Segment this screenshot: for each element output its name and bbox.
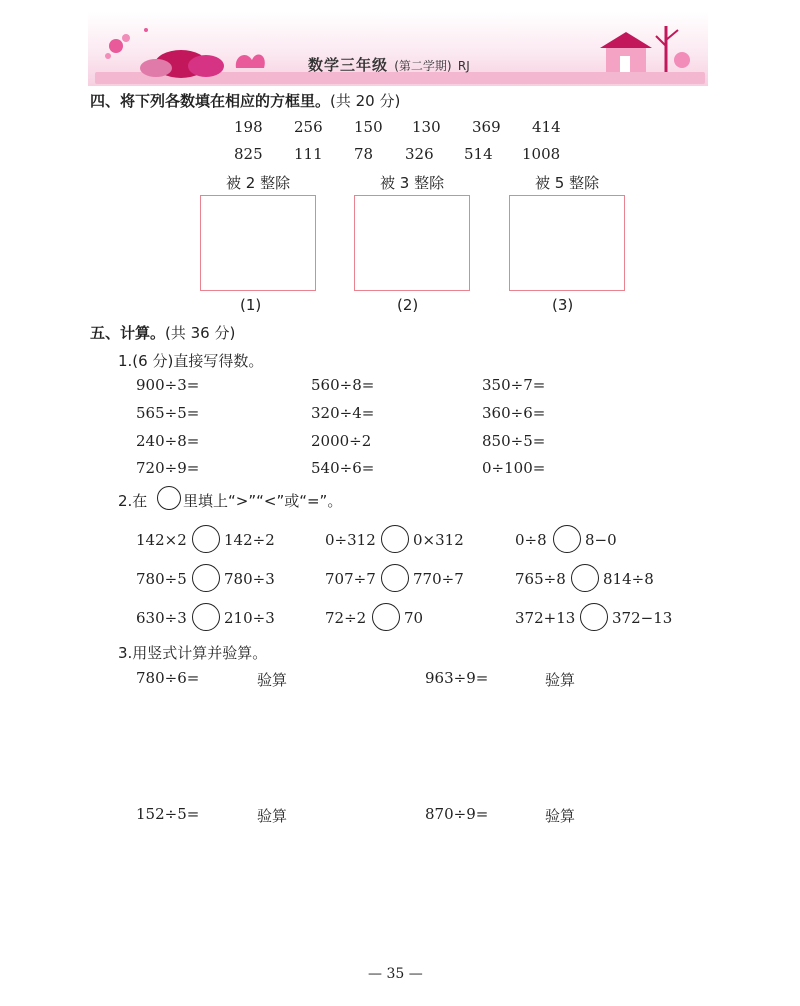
number-256: 256 — [294, 118, 323, 136]
check-label: 验算 — [545, 807, 576, 825]
compare-right: 142÷2 — [224, 531, 275, 549]
section4-title — [90, 90, 400, 111]
check-label: 验算 — [257, 807, 288, 825]
q1-expr: 350÷7= — [482, 376, 546, 394]
page-number: — 35 — — [368, 966, 423, 982]
section4-points: (共 20 分) — [330, 92, 401, 110]
compare-right: 0×312 — [413, 531, 464, 549]
number-198: 198 — [234, 118, 263, 136]
compare-circle[interactable] — [580, 603, 608, 631]
box3-caption: 被 5 整除 — [535, 174, 600, 192]
answer-box-divisible-by-5[interactable] — [509, 195, 625, 291]
compare-left: 142×2 — [136, 531, 187, 549]
box3-label: (3) — [552, 296, 574, 314]
compare-circle[interactable] — [192, 564, 220, 592]
section5-points: (共 36 分) — [165, 324, 236, 342]
q3-expr: 963÷9= — [425, 669, 489, 687]
box1-caption: 被 2 整除 — [226, 174, 291, 192]
compare-left: 72÷2 — [325, 609, 367, 627]
number-326: 326 — [405, 145, 434, 163]
number-150: 150 — [354, 118, 383, 136]
number-1008: 1008 — [522, 145, 561, 163]
q1-expr: 360÷6= — [482, 404, 546, 422]
compare-circle[interactable] — [571, 564, 599, 592]
compare-right: 780÷3 — [224, 570, 275, 588]
check-label: 验算 — [545, 671, 576, 689]
compare-right: 210÷3 — [224, 609, 275, 627]
section5-title — [90, 322, 235, 343]
q1-expr: 320÷4= — [311, 404, 375, 422]
answer-box-divisible-by-2[interactable] — [200, 195, 316, 291]
q1-expr: 900÷3= — [136, 376, 200, 394]
number-369: 369 — [472, 118, 501, 136]
compare-right: 814÷8 — [603, 570, 654, 588]
q3-expr: 870÷9= — [425, 805, 489, 823]
q3-expr: 152÷5= — [136, 805, 200, 823]
box2-caption: 被 3 整除 — [380, 174, 445, 192]
compare-right: 372−13 — [612, 609, 673, 627]
header-title-edition: RJ — [457, 59, 470, 73]
header-title — [308, 54, 470, 75]
section4-title-text: 四、将下列各数填在相应的方框里。 — [90, 92, 331, 110]
number-414: 414 — [532, 118, 561, 136]
number-825: 825 — [234, 145, 263, 163]
compare-circle[interactable] — [192, 525, 220, 553]
compare-left: 0÷8 — [515, 531, 547, 549]
compare-circle[interactable] — [381, 525, 409, 553]
compare-left: 707÷7 — [325, 570, 376, 588]
compare-left: 630÷3 — [136, 609, 187, 627]
number-514: 514 — [464, 145, 493, 163]
number-111: 111 — [294, 145, 323, 163]
box2-label: (2) — [397, 296, 419, 314]
compare-right: 770÷7 — [413, 570, 464, 588]
q1-expr: 2000÷2 — [311, 432, 372, 450]
q2-title-pre: 2.在 — [118, 492, 148, 510]
compare-left: 372+13 — [515, 609, 576, 627]
q1-expr: 720÷9= — [136, 459, 200, 477]
compare-left: 0÷312 — [325, 531, 376, 549]
q3-title: 3.用竖式计算并验算。 — [118, 644, 268, 662]
number-78: 78 — [354, 145, 374, 163]
box1-label: (1) — [240, 296, 262, 314]
q3-expr: 780÷6= — [136, 669, 200, 687]
compare-left: 780÷5 — [136, 570, 187, 588]
q2-title-circle-icon — [157, 486, 181, 510]
q1-expr: 560÷8= — [311, 376, 375, 394]
q1-title: 1.(6 分)直接写得数。 — [118, 352, 264, 370]
q1-expr: 0÷100= — [482, 459, 546, 477]
section5-title-text: 五、计算。 — [90, 324, 166, 342]
header-title-main: 数学三年级 — [308, 56, 389, 74]
q1-expr: 240÷8= — [136, 432, 200, 450]
compare-circle[interactable] — [553, 525, 581, 553]
q1-expr: 565÷5= — [136, 404, 200, 422]
q1-expr: 540÷6= — [311, 459, 375, 477]
q2-title-post: 里填上“>”“<”或“=”。 — [183, 492, 343, 510]
answer-box-divisible-by-3[interactable] — [354, 195, 470, 291]
compare-circle[interactable] — [381, 564, 409, 592]
number-130: 130 — [412, 118, 441, 136]
q1-expr: 850÷5= — [482, 432, 546, 450]
compare-circle[interactable] — [372, 603, 400, 631]
compare-right: 70 — [404, 609, 424, 627]
header-decoration-right — [594, 16, 704, 80]
compare-left: 765÷8 — [515, 570, 566, 588]
compare-right: 8−0 — [585, 531, 617, 549]
check-label: 验算 — [257, 671, 288, 689]
header-decoration-left — [96, 20, 286, 80]
compare-circle[interactable] — [192, 603, 220, 631]
header-title-term: (第二学期) — [394, 59, 452, 73]
